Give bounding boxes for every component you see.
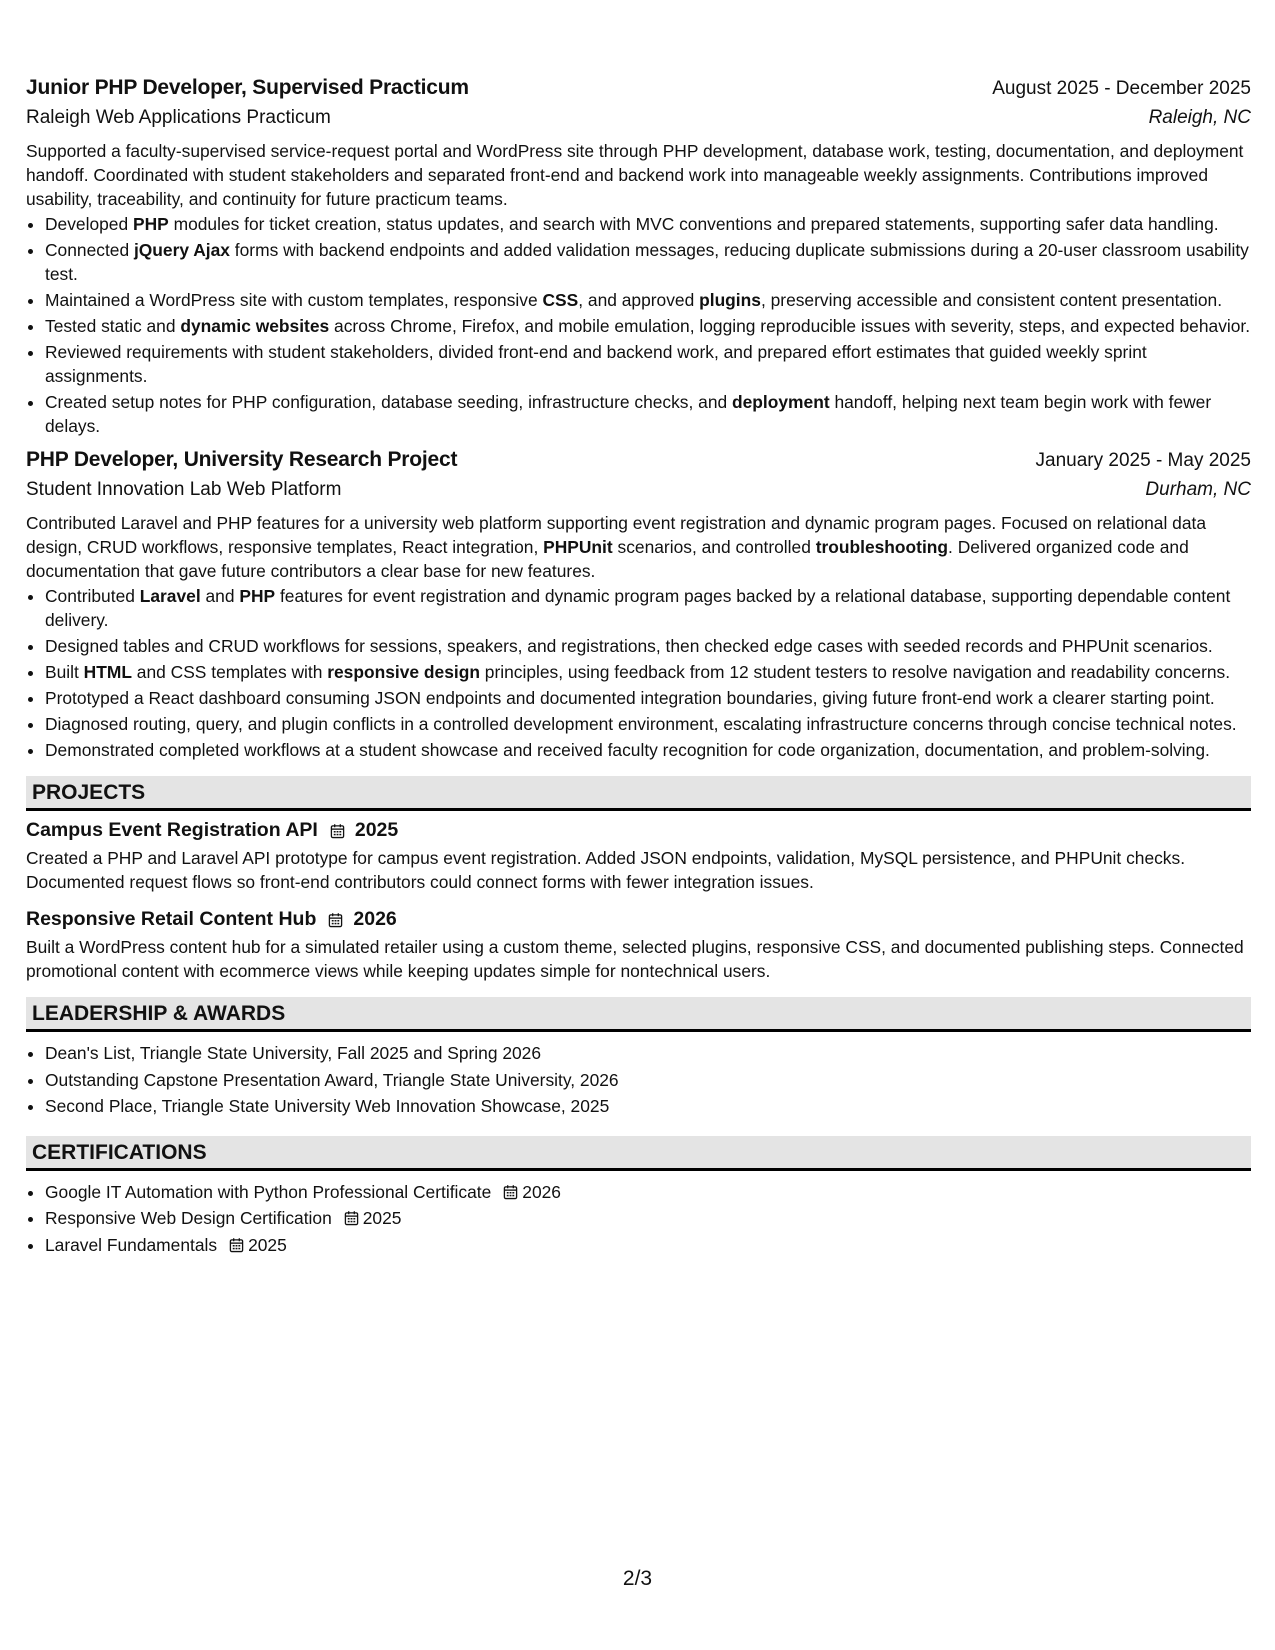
calendar-icon: [503, 1184, 518, 1200]
calendar-icon: [328, 912, 343, 928]
job-bullets: [26, 584, 1251, 762]
list-item: [45, 1232, 1251, 1259]
section-heading-certifications: CERTIFICATIONS: [26, 1136, 1251, 1171]
bullet-item: [45, 314, 1251, 338]
bold-keyword: CSS: [542, 290, 579, 310]
text-run: Contributed: [45, 586, 140, 606]
bullet-item: [45, 390, 1251, 438]
job-entry: [26, 448, 1251, 762]
project-entry: [26, 908, 1251, 983]
text-run: Reviewed requirements with student stakeholders, divided front-end and backend work, and prepared effort estimates that guided weekly sprint assignments.: [45, 342, 1147, 386]
text-run: . Delivered organized code and documentation that gave future contributors a clear base for new features.: [26, 537, 1189, 581]
project-description: Built a WordPress content hub for a simulated retailer using a custom theme, selected plugins, responsive CSS, and documented publishing steps. Connected promotional content with ecommerce views while keeping updates simple for nontechnical users.: [26, 937, 1244, 981]
project-entry: [26, 819, 1251, 894]
text-run: Contributed Laravel and PHP features for a university web platform supporting event registration and dynamic program pages. Focused on relational data design, CRUD workflows, responsive templates, React integration,: [26, 513, 1207, 557]
page-number: 2/3: [622, 1567, 653, 1590]
job-title: PHP Developer, University Research Project: [26, 448, 458, 471]
bullet-item: [45, 738, 1251, 762]
bullet-item: [45, 212, 1251, 236]
certification-name: Laravel Fundamentals: [45, 1234, 218, 1255]
bold-keyword: PHPUnit: [543, 537, 613, 557]
bullet-item: [45, 238, 1251, 286]
text-run: modules for ticket creation, status updates, and search with MVC conventions and prepared statements, supporting safer data handling.: [168, 214, 1219, 234]
section-heading-leadership: LEADERSHIP & AWARDS: [26, 997, 1251, 1032]
job-dates: August 2025 - December 2025: [992, 78, 1251, 99]
bold-keyword: deployment: [732, 392, 830, 412]
text-run: , and approved: [578, 290, 700, 310]
bullet-item: [45, 288, 1251, 312]
bullet-item: [45, 340, 1251, 388]
certification-year: 2026: [522, 1181, 561, 1202]
bold-keyword: jQuery Ajax: [133, 240, 230, 260]
text-run: Tested static and: [45, 316, 181, 336]
bold-keyword: responsive design: [327, 662, 480, 682]
project-year: 2025: [354, 819, 399, 841]
certification-year: 2025: [248, 1234, 287, 1255]
job-location: Durham, NC: [1145, 479, 1251, 500]
bold-keyword: PHP: [132, 214, 169, 234]
job-summary: [26, 511, 1251, 583]
bold-keyword: Laravel: [139, 586, 201, 606]
certification-name: Google IT Automation with Python Professional Certificate: [45, 1181, 492, 1202]
list-item: [45, 1179, 1251, 1206]
certifications-list: [26, 1179, 1251, 1259]
text-run: , preserving accessible and consistent content presentation.: [760, 290, 1223, 310]
certification-year: 2025: [362, 1208, 402, 1228]
text-run: features for event registration and dynamic program pages backed by a relational database, supporting dependable content delivery.: [45, 586, 1231, 630]
job-location: Raleigh, NC: [1148, 107, 1251, 128]
project-year: 2026: [353, 908, 397, 930]
job-summary: Supported a faculty-supervised service-request portal and WordPress site through PHP development, database work, testing, documentation, and deployment handoff. Coordinated with student stakeholders and separated front-end and backend work into manageable weekly assignments. Contributions improved usability, traceability, and continuity for future practicum teams.: [26, 141, 1244, 209]
list-item: • Dean's List, Triangle State University, Fall 2025 and Spring 2026: [45, 1040, 1251, 1067]
text-run: scenarios, and controlled: [612, 537, 816, 557]
list-item: • Second Place, Triangle State University Web Innovation Showcase, 2025: [45, 1093, 1251, 1120]
job-bullets: [26, 212, 1251, 438]
project-title: Campus Event Registration API: [26, 819, 318, 841]
bold-keyword: troubleshooting: [815, 537, 949, 557]
text-run: and CSS templates with: [131, 662, 328, 682]
job-dates: January 2025 - May 2025: [1035, 450, 1251, 471]
job-organization: Raleigh Web Applications Practicum: [26, 107, 331, 128]
calendar-icon: [330, 823, 345, 839]
bold-keyword: PHP: [239, 586, 276, 606]
awards-list: [26, 1040, 1251, 1120]
job-organization: Student Innovation Lab Web Platform: [26, 479, 342, 500]
bullet-item: [45, 660, 1251, 684]
list-item: • Outstanding Capstone Presentation Award, Triangle State University, 2026: [45, 1067, 1251, 1094]
text-run: Built: [45, 662, 84, 682]
calendar-icon: [229, 1237, 244, 1253]
text-run: Connected: [45, 240, 134, 260]
project-title: Responsive Retail Content Hub: [26, 908, 317, 930]
text-run: Diagnosed routing, query, and plugin conflicts in a controlled development environment, escalating infrastructure concerns through concise technical notes.: [45, 714, 1237, 734]
bold-keyword: plugins: [699, 290, 761, 310]
section-heading-projects: PROJECTS: [26, 776, 1251, 811]
text-run: Demonstrated completed workflows at a student showcase and received faculty recognition for code organization, documentation, and problem-solving.: [45, 740, 1210, 760]
text-run: Maintained a WordPress site with custom templates, responsive: [45, 290, 543, 310]
bullet-item: [45, 712, 1251, 736]
job-entry: [26, 76, 1251, 438]
text-run: and: [200, 586, 240, 606]
certification-name: Responsive Web Design Certification: [45, 1208, 332, 1228]
resume-page: [26, 76, 1251, 1258]
job-title: Junior PHP Developer, Supervised Practicum: [26, 76, 469, 99]
bullet-item: [45, 584, 1251, 632]
text-run: Designed tables and CRUD workflows for sessions, speakers, and registrations, then checked edge cases with seeded records and PHPUnit scenarios.: [45, 636, 1213, 656]
project-description: Created a PHP and Laravel API prototype for campus event registration. Added JSON endpoints, validation, MySQL persistence, and PHPUnit checks. Documented request flows so front-end contributors could connect forms with fewer integration issues.: [26, 848, 1186, 892]
bullet-item: [45, 686, 1251, 710]
list-item: [45, 1205, 1251, 1232]
text-run: Developed: [45, 214, 133, 234]
text-run: Created setup notes for PHP configuration, database seeding, infrastructure checks, and: [45, 392, 733, 412]
text-run: forms with backend endpoints and added validation messages, reducing duplicate submissions during a 20-user classroom usability test.: [45, 240, 1249, 284]
text-run: across Chrome, Firefox, and mobile emulation, logging reproducible issues with severity, steps, and expected behavior.: [329, 316, 1251, 336]
bold-keyword: dynamic websites: [180, 316, 330, 336]
text-run: Prototyped a React dashboard consuming JSON endpoints and documented integration boundaries, giving future front-end work a clearer starting point.: [45, 688, 1215, 708]
bold-keyword: HTML: [83, 662, 132, 682]
bullet-item: [45, 634, 1251, 658]
text-run: principles, using feedback from 12 student testers to resolve navigation and readability concerns.: [479, 662, 1231, 682]
text-run: handoff, helping next team begin work with fewer delays.: [45, 392, 1212, 436]
calendar-icon: [344, 1210, 359, 1226]
